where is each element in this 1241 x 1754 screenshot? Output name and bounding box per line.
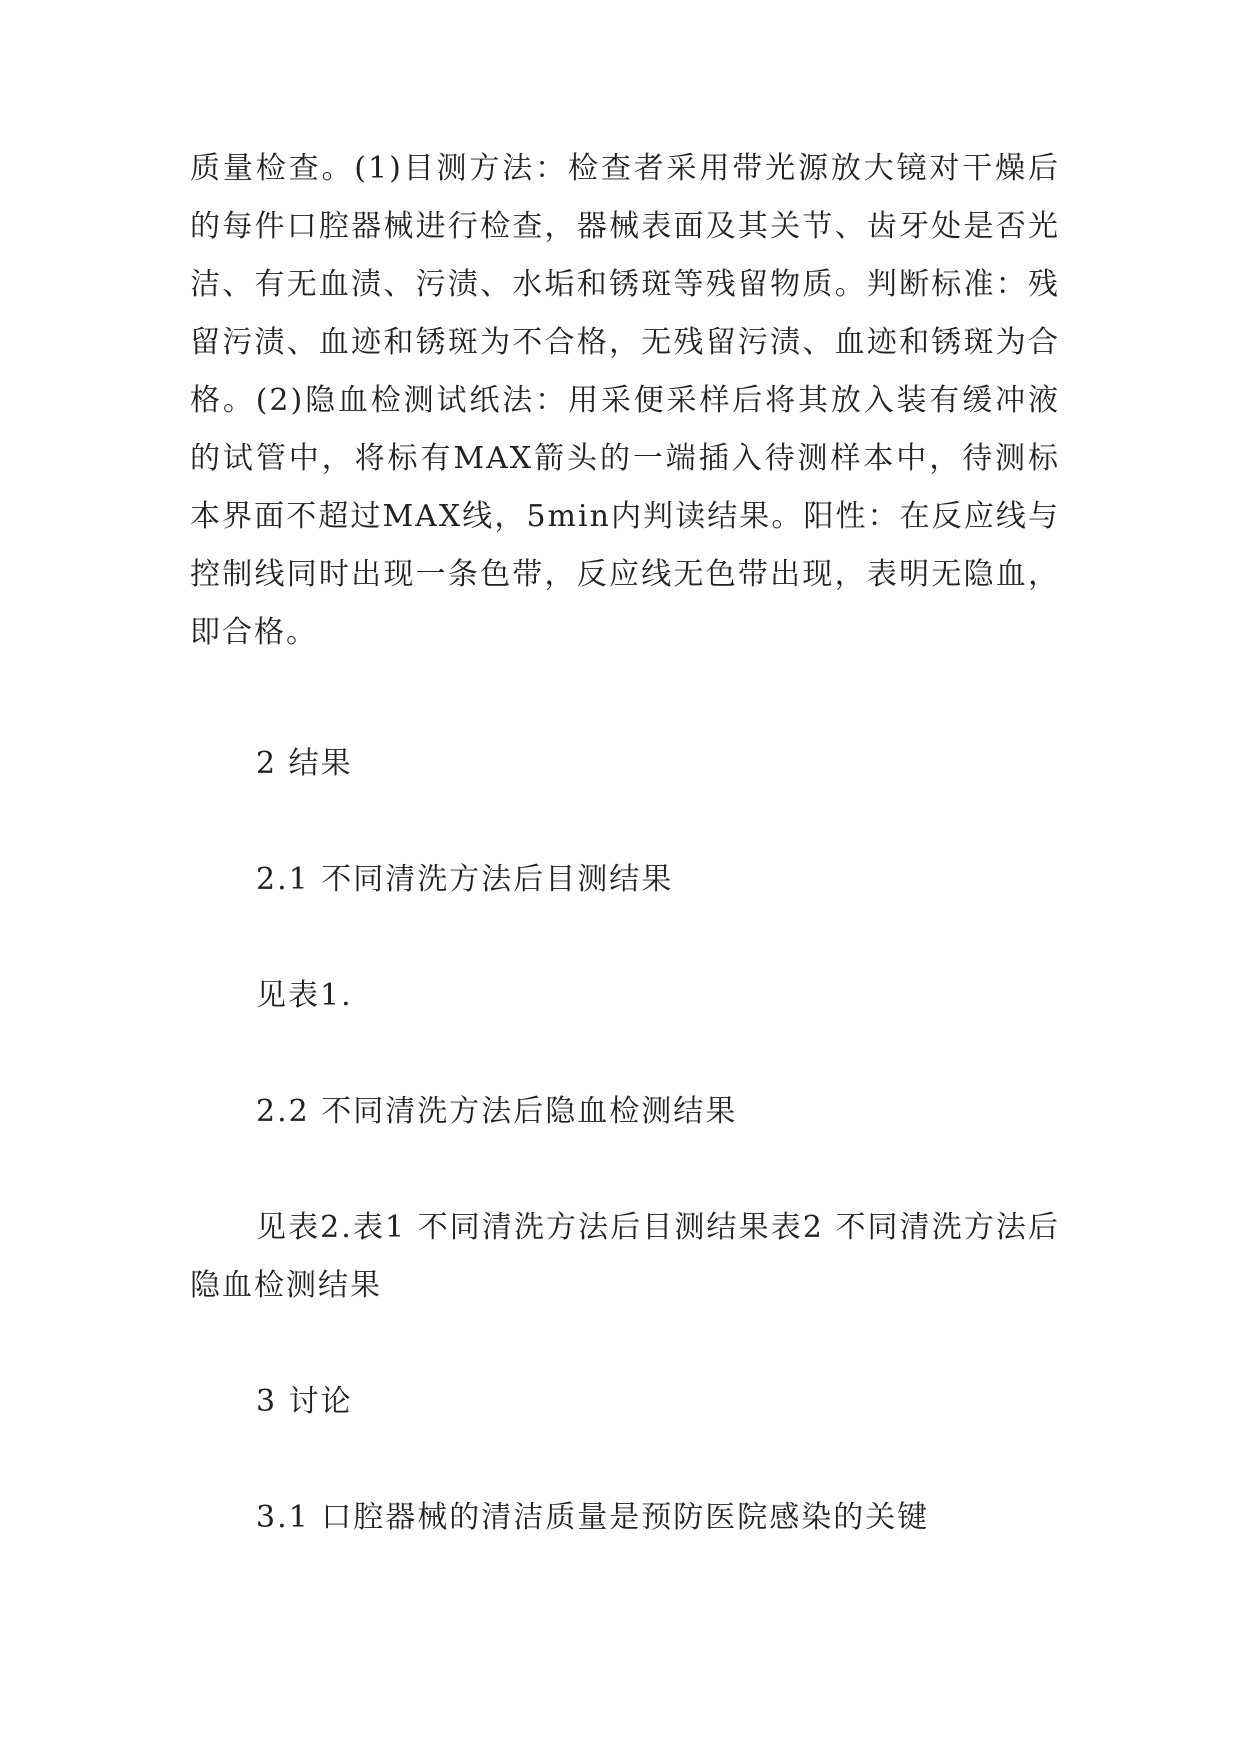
paragraph-quality-inspection: 质量检查。(1)目测方法：检查者采用带光源放大镜对干燥后的每件口腔器械进行检查，器械表面及其关节、齿牙处是否光洁、有无血渍、污渍、水垢和锈斑等残留物质。判断标准：残留污渍、血迹和锈斑为不合格，无残留污渍、血迹和锈斑为合格。(2)隐血检测试纸法：用采便采样后将其放入装有缓冲液的试管中，将标有MAX箭头的一端插入待测样本中，待测标本界面不超过MAX线，5min内判读结果。阳性：在反应线与控制线同时出现一条色带，反应线无色带出现，表明无隐血，即合格。 — [190, 151, 1060, 650]
paragraph-see-table-1: 见表1. — [256, 978, 353, 1013]
section-heading-discussion: 3 讨论 — [256, 1384, 353, 1419]
paragraph-see-table-2: 见表2.表1 不同清洗方法后目测结果表2 不同清洗方法后隐血检测结果 — [190, 1210, 1060, 1303]
subsection-heading-2-1: 2.1 不同清洗方法后目测结果 — [256, 862, 674, 897]
subsection-heading-3-1: 3.1 口腔器械的清洁质量是预防医院感染的关键 — [256, 1500, 930, 1535]
subsection-heading-2-2: 2.2 不同清洗方法后隐血检测结果 — [256, 1094, 738, 1129]
section-heading-results: 2 结果 — [256, 746, 353, 781]
